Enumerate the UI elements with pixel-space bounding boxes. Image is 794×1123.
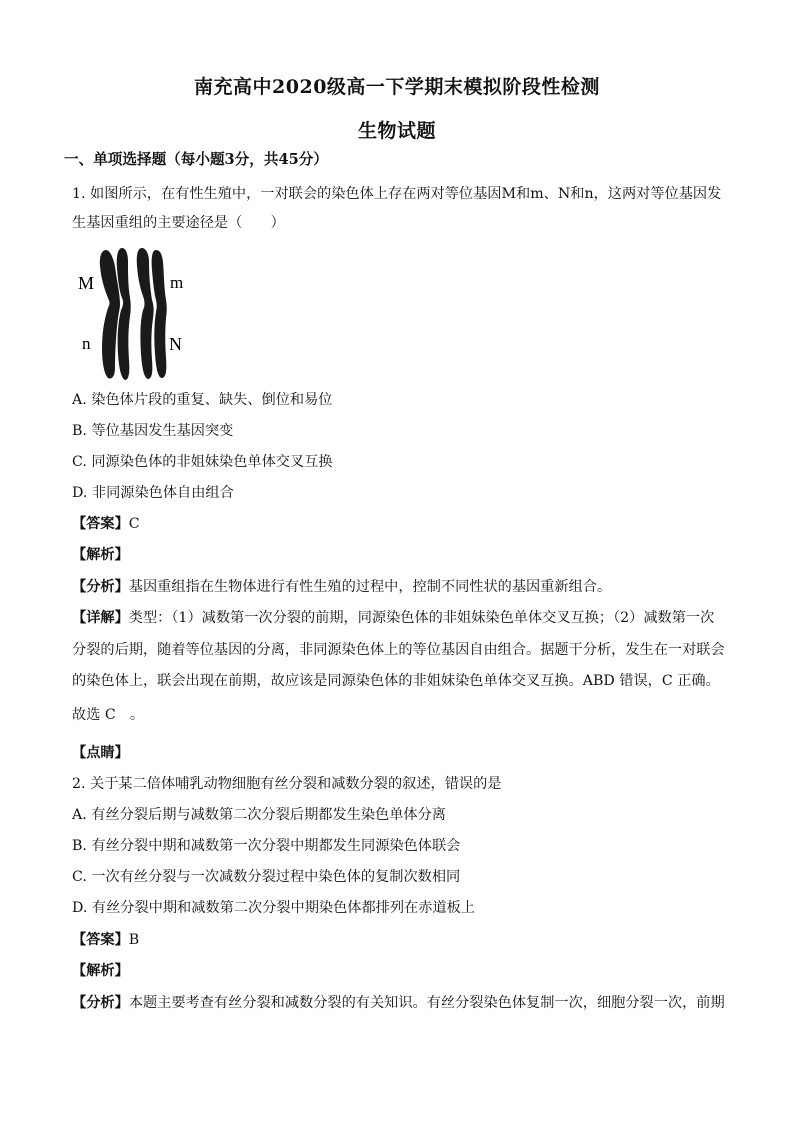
q2-option-c: C. 一次有丝分裂与一次减数分裂过程中染色体的复制次数相同 [72, 869, 461, 885]
q1-conclusion: 故选 C 。 [72, 707, 145, 723]
fenxi-text: 本题主要考查有丝分裂和减数分裂的有关知识。有丝分裂染色体复制一次，细胞分裂一次，前期 [128, 995, 725, 1011]
q2-option-b: B. 有丝分裂中期和减数第一次分裂中期都发生同源染色体联会 [72, 838, 461, 854]
section-heading: 一、单项选择题（每小题3分，共45分） [64, 151, 328, 168]
gene-label-M: M [78, 273, 95, 293]
xiangjie-text1: 类型：（1）减数第一次分裂的前期，同源染色体的非姐妹染色单体交叉互换；（2）减数第一次 [128, 610, 715, 626]
xiangjie-tag: 【详解】 [72, 610, 129, 626]
q1-option-b: B. 等位基因发生基因突变 [72, 423, 234, 439]
answer-tag: 【答案】 [72, 516, 129, 532]
q1-stem-line1: 1. 如图所示，在有性生殖中，一对联会的染色体上存在两对等位基因M和m、N和n，这两对等位基因发 [72, 186, 722, 202]
answer-value: B [128, 932, 140, 948]
q1-option-c: C. 同源染色体的非姐妹染色单体交叉互换 [72, 454, 333, 470]
q1-xiangjie-line3: 的染色体上，联会出现在前期，故应该是同源染色体的非姐妹染色单体交叉互换。ABD 错误，C 正确。 [72, 673, 720, 689]
fenxi-tag: 【分析】 [72, 995, 129, 1011]
chromosome-left [100, 248, 131, 380]
q2-fenxi [72, 993, 725, 1013]
page-subtitle: 生物试题 [357, 120, 436, 142]
q1-xiangjie-line1 [72, 608, 714, 628]
q2-answer [72, 930, 139, 950]
page-title: 南充高中2020级高一下学期末模拟阶段性检测 [194, 76, 600, 98]
q1-xiangjie-line2: 分裂的后期，随着等位基因的分离，非同源染色体上的等位基因自由组合。据题干分析，发生在一对联会 [72, 642, 725, 658]
q2-analysis-tag: 【解析】 [72, 963, 129, 979]
q2-option-d: D. 有丝分裂中期和减数第二次分裂中期染色体都排列在赤道板上 [72, 900, 475, 916]
q1-fenxi [72, 577, 611, 597]
gene-label-m: m [170, 273, 184, 292]
answer-tag: 【答案】 [72, 932, 129, 948]
fenxi-tag: 【分析】 [72, 579, 129, 595]
gene-label-N: N [169, 334, 182, 354]
q2-option-a: A. 有丝分裂后期与减数第二次分裂后期都发生染色单体分离 [72, 807, 446, 823]
answer-value: C [128, 516, 140, 532]
q1-stem-line2: 生基因重组的主要途径是（ ） [72, 215, 285, 231]
chromosome-right [137, 248, 167, 379]
gene-label-n: n [82, 334, 91, 353]
q1-option-a: A. 染色体片段的重复、缺失、倒位和易位 [72, 392, 333, 408]
q1-dianjing-tag: 【点睛】 [72, 745, 129, 761]
q1-option-d: D. 非同源染色体自由组合 [72, 485, 234, 501]
fenxi-text: 基因重组指在生物体进行有性生殖的过程中，控制不同性状的基因重新组合。 [128, 579, 612, 595]
q2-stem: 2. 关于某二倍体哺乳动物细胞有丝分裂和减数分裂的叙述，错误的是 [72, 776, 502, 792]
q1-analysis-tag: 【解析】 [72, 547, 129, 563]
chromosome-figure [72, 242, 192, 384]
q1-answer [72, 514, 140, 534]
